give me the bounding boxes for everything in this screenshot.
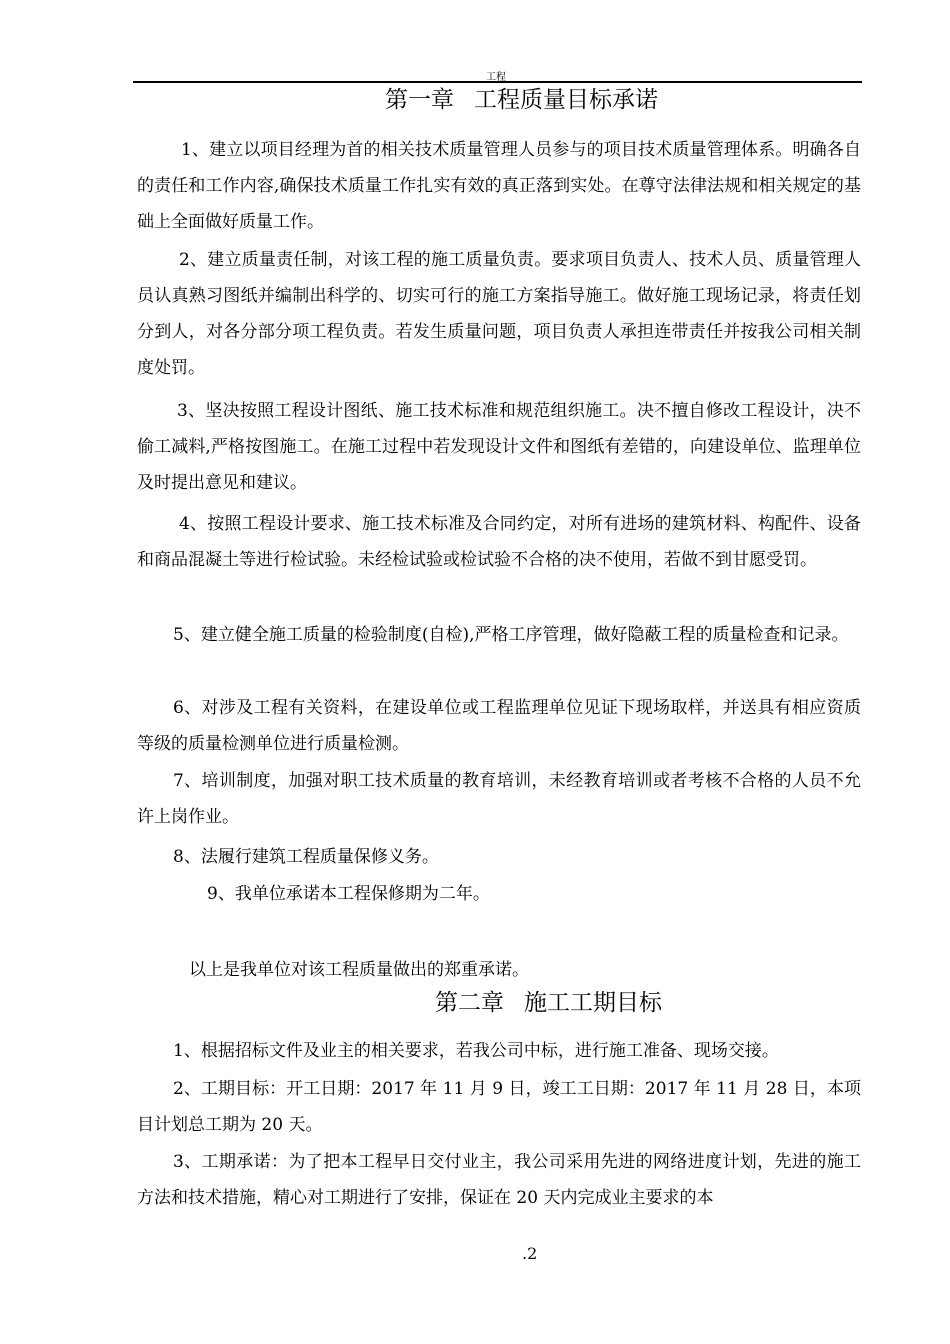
- schedule-item-1: 1、根据招标文件及业主的相关要求，若我公司中标，进行施工准备、现场交接。: [173, 1041, 779, 1061]
- schedule-item-3: 3、工期承诺：为了把本工程早日交付业主，我公司采用先进的网络进度计划，先进的施工方法和技术措施，精心对工期进行了安排，保证在 20 天内完成业主要求的本: [137, 1152, 861, 1208]
- chapter-2-name: 施工工期目标: [524, 990, 662, 1016]
- schedule-item-2: 2、工期目标：开工日期：2017 年 11 月 9 日，竣工工日期：2017 年 11 月 28 日，本项目计划总工期为 20 天。: [137, 1079, 861, 1135]
- page-header-text: 工程: [486, 72, 506, 83]
- chapter-1-title: [385, 85, 658, 115]
- chapter-1-number: 第一章: [385, 87, 454, 113]
- header-rule: [133, 81, 862, 83]
- commitment-item-4: 4、按照工程设计要求、施工技术标准及合同约定，对所有进场的建筑材料、构配件、设备和商品混凝土等进行检试验。未经检试验或检试验不合格的决不使用，若做不到甘愿受罚。: [137, 514, 861, 570]
- commitment-item-2: 2、建立质量责任制，对该工程的施工质量负责。要求项目负责人、技术人员、质量管理人员认真熟习图纸并编制出科学的、切实可行的施工方案指导施工。做好施工现场记录，将责任划分到人，对各分部分项工程负责。若发生质量问题，项目负责人承担连带责任并按我公司相关制度处罚。: [137, 250, 861, 378]
- commitment-item-1: 1、建立以项目经理为首的相关技术质量管理人员参与的项目技术质量管理体系。明确各自的责任和工作内容,确保技术质量工作扎实有效的真正落到实处。在尊守法律法规和相关规定的基础上全面做好质量工作。: [137, 140, 861, 232]
- commitment-item-9: 9、我单位承诺本工程保修期为二年。: [207, 884, 490, 904]
- chapter-2-number: 第二章: [435, 990, 504, 1016]
- page-number: .2: [522, 1244, 538, 1263]
- commitment-item-6: 6、对涉及工程有关资料，在建设单位或工程监理单位见证下现场取样，并送具有相应资质等级的质量检测单位进行质量检测。: [137, 698, 861, 754]
- commitment-item-7: 7、培训制度，加强对职工技术质量的教育培训，未经教育培训或者考核不合格的人员不允许上岗作业。: [137, 771, 861, 827]
- commitment-item-8: 8、法履行建筑工程质量保修义务。: [173, 847, 439, 867]
- commitment-item-5: 5、建立健全施工质量的检验制度(自检),严格工序管理，做好隐蔽工程的质量检查和记录。: [173, 625, 849, 645]
- chapter-2-title: [435, 988, 662, 1018]
- commitment-item-3: 3、坚决按照工程设计图纸、施工技术标准和规范组织施工。决不擅自修改工程设计，决不偷工减料,严格按图施工。在施工过程中若发现设计文件和图纸有差错的，向建设单位、监理单位及时提出意见和建议。: [137, 401, 861, 493]
- chapter-1-name: 工程质量目标承诺: [474, 87, 658, 113]
- commitment-closing: 以上是我单位对该工程质量做出的郑重承诺。: [189, 960, 529, 980]
